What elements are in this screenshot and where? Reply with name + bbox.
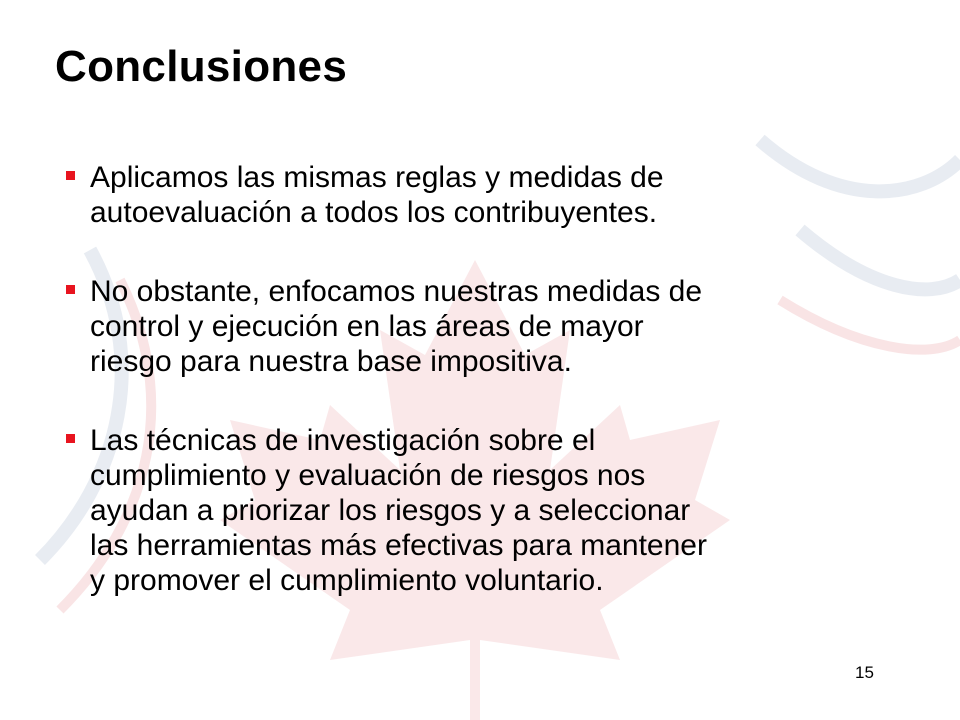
bullet-line: ayudan a priorizar los riesgos y a seleccionar bbox=[90, 494, 691, 527]
bullet-line: y promover el cumplimiento voluntario. bbox=[90, 564, 604, 597]
bullet-item bbox=[62, 274, 882, 379]
bullet-line: riesgo para nuestra base impositiva. bbox=[90, 345, 572, 378]
bullet-line: las herramientas más efectivas para mantener bbox=[90, 529, 707, 562]
bullet-line: cumplimiento y evaluación de riesgos nos bbox=[90, 459, 646, 492]
square-bullet-icon bbox=[66, 434, 75, 443]
bullet-line: Las técnicas de investigación sobre el bbox=[90, 424, 596, 457]
bullet-line: Aplicamos las mismas reglas y medidas de bbox=[90, 161, 664, 194]
square-bullet-icon bbox=[66, 285, 75, 294]
bullet-list bbox=[62, 160, 882, 598]
bullet-item bbox=[62, 423, 882, 598]
square-bullet-icon bbox=[66, 171, 75, 180]
bullet-line: autoevaluación a todos los contribuyentes. bbox=[90, 196, 658, 229]
bullet-item bbox=[62, 160, 882, 230]
bullet-line: No obstante, enfocamos nuestras medidas de bbox=[90, 275, 703, 308]
bullet-line: control y ejecución en las áreas de mayor bbox=[90, 310, 644, 343]
page-number: 15 bbox=[855, 663, 874, 682]
slide-title: Conclusiones bbox=[55, 42, 348, 91]
